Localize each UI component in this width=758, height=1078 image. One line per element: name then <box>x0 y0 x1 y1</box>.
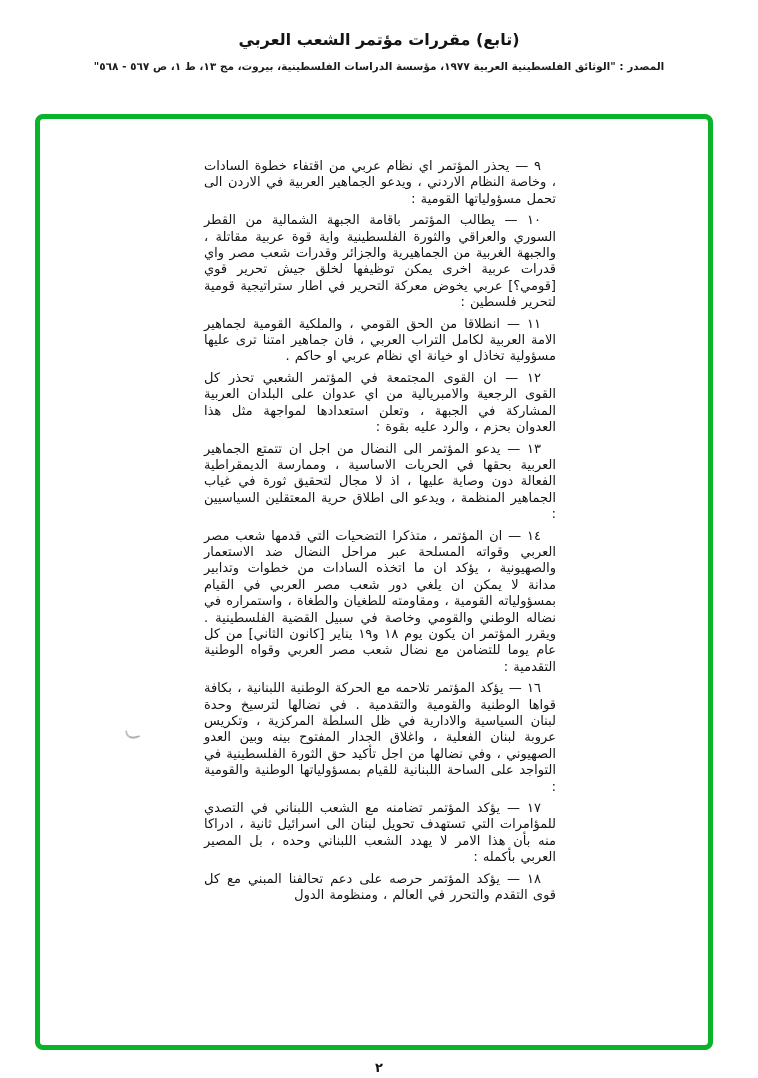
paragraph: ١٤ — ان المؤتمر ، متذكرا التضحيات التي قدمها شعب مصر العربي وقواته المسلحة عبر مراحل النضال ضد الاستعمار والصهيونية ، يؤكد ان ما اتخذه السادات من خطوات وتدابير مدانة لا يمكن ان يلغي دور شعب مصر العربي في القيام بمسؤولياته القومية ، ومقاومته للطغيان والطغاة ، واستمراره في نضاله الوطني والقومي وخاصة في سبيل القضية الفلسطينية . ويقرر المؤتمر ان يكون يوم ١٨ و١٩ يناير [كانون الثاني] من كل عام يوما للتضامن مع نضال شعب مصر العربي وقواه الوطنية التقدمية : <box>204 528 557 675</box>
source-citation: المصدر : "الوثائق الفلسطينية العربية ١٩٧٧، مؤسسة الدراسات الفلسطينية، بيروت، مج ١٣، ط ١، ص ٥٦٧ - ٥٦٨" <box>93 61 665 73</box>
paragraph: ١٠ — يطالب المؤتمر باقامة الجبهة الشمالية من القطر السوري والعراقي والثورة الفلسطينية واية قوة عربية مقاتلة ، والجبهة الغربية من الجماهيرية والجزائر وقدرات شعب مصر واي قدرات عربية اخرى يمكن توظيفها لخلق جيش تحرير قوي [قومي؟] عربي يخوض معركة التحرير في اطار ستراتيجية قومية لتحرير فلسطين : <box>204 213 556 311</box>
document-body <box>204 159 556 909</box>
scan-artifact-mark <box>125 727 140 740</box>
paragraph: ١٣ — يدعو المؤتمر الى النضال من اجل ان تتمتع الجماهير العربية بحقها في الحريات الاساسية ، وممارسة الديمقراطية الفعالة دون وصاية عليها ، اذ لا مجال لتحقيق ثورة في غياب الجماهير المنظمة ، ويدعو الى اطلاق حرية المعتقلين السياسيين : <box>204 441 556 523</box>
page-title: (تابع) مقررات مؤتمر الشعب العربي <box>238 30 520 49</box>
green-border-box <box>35 114 713 1050</box>
paragraph: ١٧ — يؤكد المؤتمر تضامنه مع الشعب اللبناني في التصدي للمؤامرات التي تستهدف تحويل لبنان الى اسرائيل ثانية ، ادراكا منه بأن هذا الامر لا يهدد الشعب اللبناني وحده ، بل المصير العربي بأكمله : <box>204 801 556 866</box>
paragraph: ٩ — يحذر المؤتمر اي نظام عربي من اقتفاء خطوة السادات ، وخاصة النظام الاردني ، ويدعو الجماهير العربية في الاردن الى تحمل مسؤولياتها القومية : <box>204 159 556 207</box>
paragraph: ١٢ — ان القوى المجتمعة في المؤتمر الشعبي تحذر كل القوى الرجعية والامبريالية من اي عدوان على البلدان العربية المشاركة في الجبهة ، وتعلن استعدادها لمواجهة مثل هذا العدوان بحزم ، والرد عليه بقوة : <box>204 370 556 436</box>
paragraph: ١٨ — يؤكد المؤتمر حرصه على دعم تحالفنا المبني مع كل قوى التقدم والتحرر في العالم ، ومنظومة الدول <box>204 871 556 904</box>
paragraph: ١١ — انطلاقا من الحق القومي ، والملكية القومية لجماهير الامة العربية لكامل التراب العربي ، فان جماهير امتنا ترى عليها مسؤولية تخاذل او خيانة اي نظام عربي او حاكم . <box>204 316 556 365</box>
page-number: ٢ <box>375 1061 383 1076</box>
paragraph: ١٦ — يؤكد المؤتمر تلاحمه مع الحركة الوطنية اللبنانية ، بكافة قواها الوطنية والقومية والتقدمية . في نضالها لترسيخ وحدة لبنان السياسية والادارية في ظل السلطة المركزية ، وتكريس عروبة لبنان الفعلية ، واغلاق الجدار المفتوح بينه وبين العدو الصهيوني ، وفي نضالها من اجل تأكيد حق الثورة الفلسطينية في التواجد على الساحة اللبنانية للقيام بمسؤولياتها الوطنية والقومية : <box>204 681 556 795</box>
